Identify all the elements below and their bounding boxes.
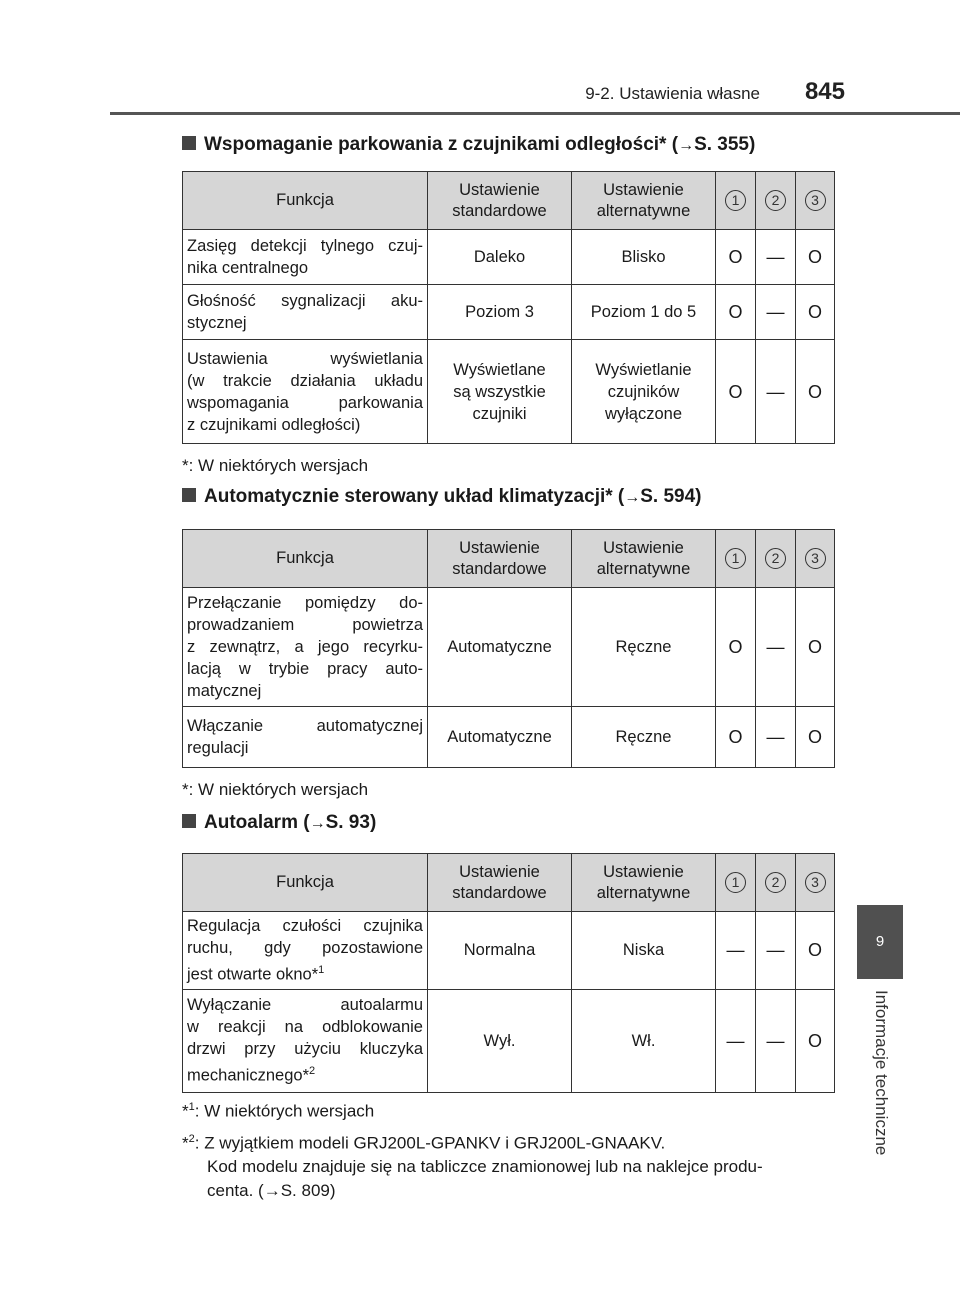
col-standard: Ustawienie standardowe xyxy=(428,854,572,912)
row-alternative: Niska xyxy=(572,912,716,990)
chapter-title: Informacje techniczne xyxy=(872,990,891,1156)
row-mark-3: O xyxy=(796,912,835,990)
table-row xyxy=(183,340,835,444)
col-2 xyxy=(756,530,796,588)
chapter-label xyxy=(871,990,891,1240)
row-standard: Automatyczne xyxy=(428,588,572,707)
row-standard: Automatyczne xyxy=(428,707,572,768)
settings-table-parking xyxy=(182,171,835,444)
col-1 xyxy=(716,172,756,230)
row-mark-1: O xyxy=(716,707,756,768)
section-note: *: W niektórych wersjach xyxy=(182,780,369,799)
table-row xyxy=(183,588,835,707)
footnote-2-line-3: centa. (→S. 809) xyxy=(207,1181,336,1200)
row-function: Włączanie automatycznej regulacji xyxy=(183,707,428,768)
row-alternative: Ręczne xyxy=(572,588,716,707)
row-mark-2: — xyxy=(756,912,796,990)
row-mark-2: — xyxy=(756,588,796,707)
table-row xyxy=(183,989,835,1092)
page-header xyxy=(0,74,960,120)
col-funkcja: Funkcja xyxy=(183,854,428,912)
table-row xyxy=(183,230,835,285)
table-row xyxy=(183,707,835,768)
col-funkcja: Funkcja xyxy=(183,530,428,588)
row-function: Zasięg detekcji tylnego czuj- nika centralnego xyxy=(183,230,428,285)
circled-2-icon: 2 xyxy=(765,872,786,893)
circled-1-icon: 1 xyxy=(725,872,746,893)
settings-table-climate xyxy=(182,529,835,768)
arrow-right-icon: → xyxy=(263,1181,281,1200)
row-mark-1: O xyxy=(716,285,756,340)
circled-1-icon: 1 xyxy=(725,190,746,211)
row-mark-1: O xyxy=(716,230,756,285)
footnote-2-line-2: Kod modelu znajduje się na tabliczce znamionowej lub na naklejce produ- xyxy=(207,1157,763,1176)
header-rule xyxy=(110,112,960,115)
row-function: Głośność sygnalizacji aku- stycznej xyxy=(183,285,428,340)
row-mark-2: — xyxy=(756,340,796,444)
circled-1-icon: 1 xyxy=(725,548,746,569)
settings-table-alarm xyxy=(182,853,835,1093)
circled-3-icon: 3 xyxy=(805,872,826,893)
square-bullet-icon xyxy=(182,814,196,828)
row-standard: Normalna xyxy=(428,912,572,990)
row-mark-2: — xyxy=(756,989,796,1092)
col-3 xyxy=(796,172,835,230)
col-standard: Ustawienie standardowe xyxy=(428,172,572,230)
arrow-right-icon: → xyxy=(309,815,326,832)
row-mark-2: — xyxy=(756,707,796,768)
row-mark-2: — xyxy=(756,230,796,285)
page-number: 845 xyxy=(804,78,845,105)
row-standard: Wył. xyxy=(428,989,572,1092)
col-alternative: Ustawienie alternatywne xyxy=(572,530,716,588)
footnote-2: *$^2$: Z wyjątkiem modeli GRJ200L-GPANKV i GRJ200L-GNAAKV. xyxy=(182,1133,666,1153)
row-mark-3: O xyxy=(796,340,835,444)
col-1 xyxy=(716,530,756,588)
table-row xyxy=(183,285,835,340)
circled-2-icon: 2 xyxy=(765,190,786,211)
row-mark-3: O xyxy=(796,989,835,1092)
row-alternative: Ręczne xyxy=(572,707,716,768)
square-bullet-icon xyxy=(182,136,196,150)
col-funkcja: Funkcja xyxy=(183,172,428,230)
col-standard: Ustawienie standardowe xyxy=(428,530,572,588)
row-mark-1: O xyxy=(716,340,756,444)
circled-3-icon: 3 xyxy=(805,548,826,569)
row-mark-1: — xyxy=(716,912,756,990)
col-2 xyxy=(756,854,796,912)
section-heading-alarm: Autoalarm (→S. 93) xyxy=(182,812,376,834)
row-alternative: Poziom 1 do 5 xyxy=(572,285,716,340)
section-heading-parking: Wspomaganie parkowania z czujnikami odległości* (→S. 355) xyxy=(182,134,755,156)
row-alternative: Blisko xyxy=(572,230,716,285)
section-heading-climate: Automatycznie sterowany układ klimatyzacji* (→S. 594) xyxy=(182,486,702,508)
col-2 xyxy=(756,172,796,230)
section-note: *: W niektórych wersjach xyxy=(182,456,369,475)
square-bullet-icon xyxy=(182,488,196,502)
row-function: Regulacja czułości czujnika ruchu, gdy pozostawione jest otwarte okno*$^1$ xyxy=(183,912,428,990)
table-header-row xyxy=(183,530,835,588)
col-1 xyxy=(716,854,756,912)
row-standard: Daleko xyxy=(428,230,572,285)
col-3 xyxy=(796,854,835,912)
circled-2-icon: 2 xyxy=(765,548,786,569)
row-alternative: Wyświetlanie czujników wyłączone xyxy=(572,340,716,444)
row-standard: Wyświetlane są wszystkie czujniki xyxy=(428,340,572,444)
col-alternative: Ustawienie alternatywne xyxy=(572,172,716,230)
chapter-tab: 9 xyxy=(857,905,903,979)
arrow-right-icon: → xyxy=(678,137,695,154)
table-row xyxy=(183,912,835,990)
table-header-row xyxy=(183,854,835,912)
row-alternative: Wł. xyxy=(572,989,716,1092)
section-title: 9-2. Ustawienia własne xyxy=(585,84,760,103)
row-mark-3: O xyxy=(796,707,835,768)
row-mark-2: — xyxy=(756,285,796,340)
row-standard: Poziom 3 xyxy=(428,285,572,340)
row-mark-1: — xyxy=(716,989,756,1092)
row-mark-3: O xyxy=(796,588,835,707)
col-3 xyxy=(796,530,835,588)
row-mark-3: O xyxy=(796,230,835,285)
arrow-right-icon: → xyxy=(624,489,641,506)
row-mark-3: O xyxy=(796,285,835,340)
row-function: Wyłączanie autoalarmu w reakcji na odblokowanie drzwi przy użyciu kluczyka mechanicznego*$^2$ xyxy=(183,989,428,1092)
table-header-row xyxy=(183,172,835,230)
col-alternative: Ustawienie alternatywne xyxy=(572,854,716,912)
row-mark-1: O xyxy=(716,588,756,707)
circled-3-icon: 3 xyxy=(805,190,826,211)
footnote-1: *$^1$: W niektórych wersjach xyxy=(182,1101,375,1121)
row-function: Przełączanie pomiędzy do- prowadzaniem powietrza z zewnątrz, a jego recyrku- lacją w trybie pracy auto- matycznej xyxy=(183,588,428,707)
row-function: Ustawienia wyświetlania (w trakcie działania układu wspomagania parkowania z czujnikami odległości) xyxy=(183,340,428,444)
